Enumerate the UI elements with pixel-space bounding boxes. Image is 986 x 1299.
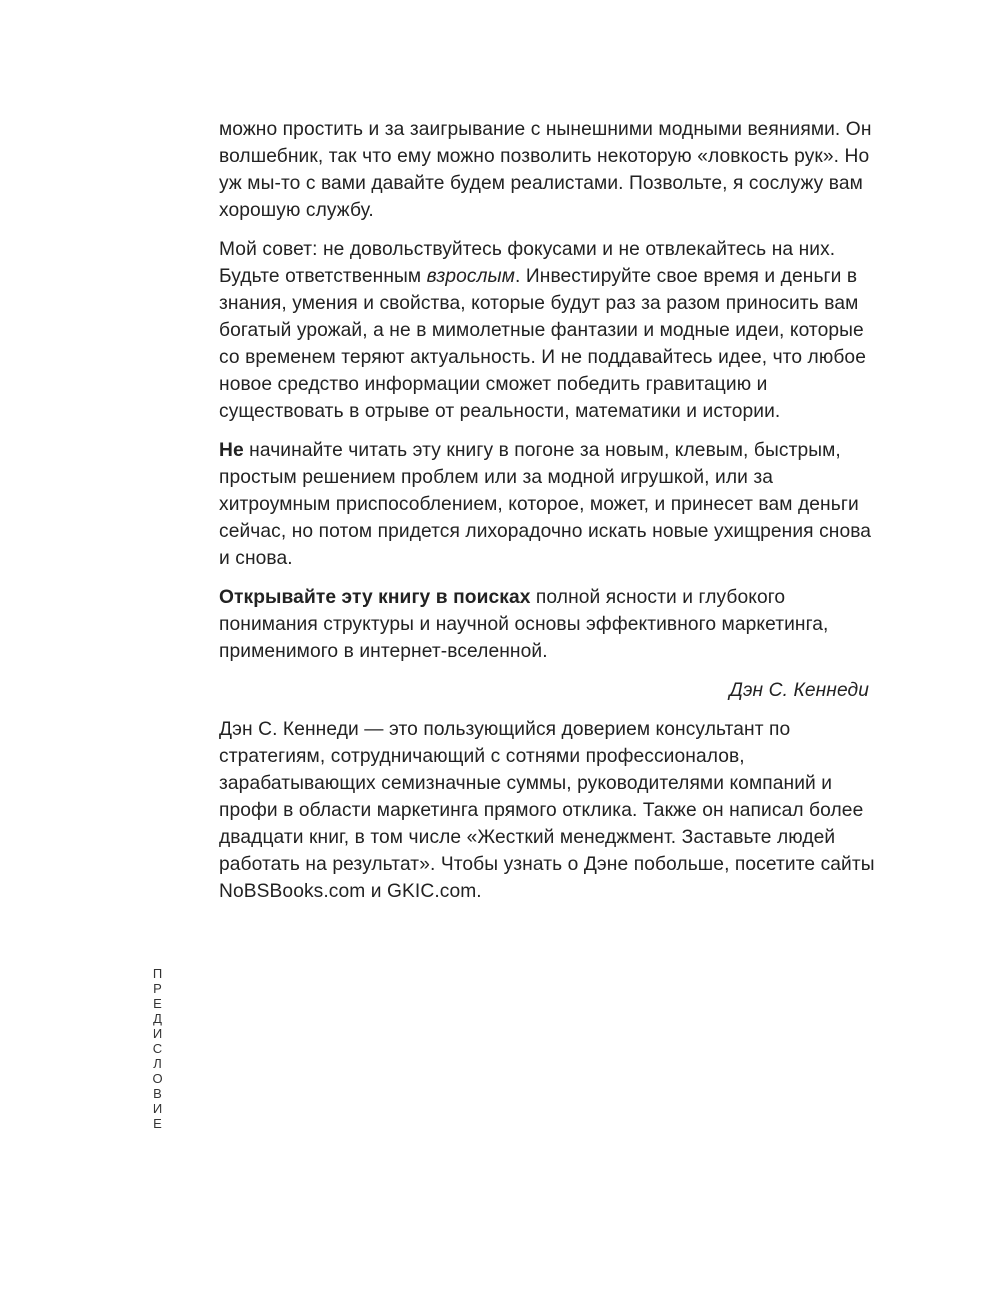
paragraph-4	[219, 584, 879, 665]
page-body	[219, 116, 879, 917]
paragraph-2-text-b: . Инвестируйте свое время и деньги в знания, умения и свойства, которые будут раз за разом приносить вам богатый урожай, а не в мимолетные фантазии и модные идеи, которые со временем теряют актуальность. И не поддавайтесь идее, что любое новое средство информации сможет победить гравитацию и существовать в отрыве от реальности, математики и истории.	[219, 266, 866, 422]
author-signature: Дэн С. Кеннеди	[729, 680, 869, 701]
paragraph-3-bold: Не	[219, 440, 244, 461]
running-head: ПРЕДИСЛОВИЕ	[150, 966, 165, 1131]
paragraph-1: можно простить и за заигрывание с нынешними модными веяниями. Он волшебник, так что ему можно позволить некоторую «ловкость рук». Но уж мы-то с вами давайте будем реалистами. Позвольте, я сослужу вам хорошую службу.	[219, 119, 872, 221]
paragraph-2-emphasis: взрослым	[426, 266, 515, 287]
paragraph-2-text-a: Мой совет: не довольствуйтесь фокусами и не отвлекайтесь на них. Будьте ответственным	[219, 239, 836, 287]
paragraph-2	[219, 236, 879, 425]
author-bio: Дэн С. Кеннеди — это пользующийся доверием консультант по стратегиям, сотрудничающий с сотнями профессионалов, зарабатывающих семизначные суммы, руководителями компаний и профи в области маркетинга прямого отклика. Также он написал более двадцати книг, в том числе «Жесткий менеджмент. Заставьте людей работать на результат». Чтобы узнать о Дэне побольше, посетите сайты NoBSBooks.com и GKIC.com.	[219, 719, 875, 902]
paragraph-4-text: полной ясности и глубокого понимания структуры и научной основы эффективного маркетинга, применимого в интернет-вселенной.	[219, 587, 829, 662]
paragraph-3	[219, 437, 879, 572]
paragraph-4-bold: Открывайте эту книгу в поисках	[219, 587, 531, 608]
paragraph-3-text: начинайте читать эту книгу в погоне за новым, клевым, быстрым, простым решением проблем или за модной игрушкой, или за хитроумным приспособлением, которое, может, и принесет вам деньги сейчас, но потом придется лихорадочно искать новые ухищрения снова и снова.	[219, 440, 872, 569]
